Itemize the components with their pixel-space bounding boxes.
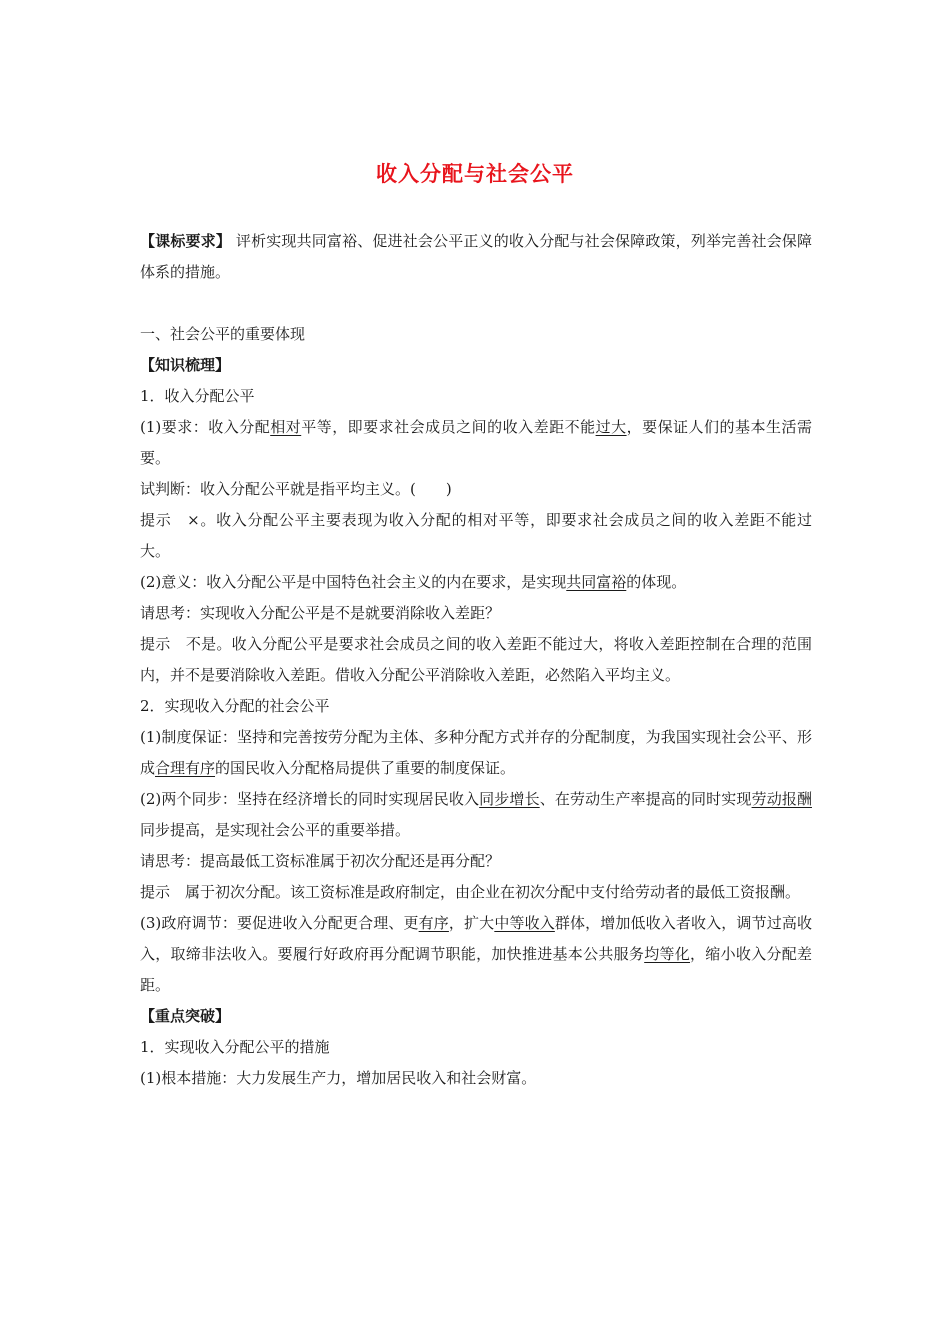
item-heading: 1．实现收入分配公平的措施: [140, 1038, 330, 1056]
paragraph: (2)两个同步：坚持在经济增长的同时实现居民收入同步增长、在劳动生产率提高的同时实现劳动报酬同步提高，是实现社会公平的重要举措。: [140, 790, 812, 839]
underlined-answer: 同步增长: [479, 790, 540, 808]
hint: 提示 属于初次分配。该工资标准是政府制定，由企业在初次分配中支付给劳动者的最低工资报酬。: [140, 883, 801, 901]
requirement-label: 【课标要求】: [140, 232, 231, 250]
requirement-text: 评析实现共同富裕、促进社会公平正义的收入分配与社会保障政策，列举完善社会保障体系的措施。: [140, 232, 812, 281]
paragraph: (1)根本措施：大力发展生产力，增加居民收入和社会财富。: [140, 1069, 537, 1087]
underlined-answer: 合理有序: [155, 759, 216, 777]
underlined-answer: 共同富裕: [566, 573, 627, 591]
key-points-header: 【重点突破】: [140, 1007, 231, 1025]
document-body: [140, 226, 812, 1094]
paragraph: (1)要求：收入分配相对平等，即要求社会成员之间的收入差距不能过大，要保证人们的基本生活需要。: [140, 418, 812, 467]
underlined-answer: 有序: [418, 914, 449, 932]
underlined-answer: 相对: [270, 418, 302, 436]
page-title: 收入分配与社会公平: [376, 162, 574, 186]
underlined-answer: 均等化: [644, 945, 691, 963]
think-question: 请思考：实现收入分配公平是不是就要消除收入差距？: [140, 604, 501, 622]
judge-question: 试判断：收入分配公平就是指平均主义。( ): [140, 480, 452, 498]
paragraph: (1)制度保证：坚持和完善按劳分配为主体、多种分配方式并存的分配制度，为我国实现社会公平、形成合理有序的国民收入分配格局提供了重要的制度保证。: [140, 728, 812, 777]
paragraph: (3)政府调节：要促进收入分配更合理、更有序，扩大中等收入群体，增加低收入者收入，调节过高收入，取缔非法收入。要履行好政府再分配调节职能，加快推进基本公共服务均等化，缩小收入分配差距。: [140, 914, 812, 994]
knowledge-header: 【知识梳理】: [140, 356, 231, 374]
item-heading: 2．实现收入分配的社会公平: [140, 697, 330, 715]
underlined-answer: 过大: [595, 418, 627, 436]
paragraph: (2)意义：收入分配公平是中国特色社会主义的内在要求，是实现共同富裕的体现。: [140, 573, 687, 591]
hint: 提示 ×。收入分配公平主要表现为收入分配的相对平等，即要求社会成员之间的收入差距不能过大。: [140, 511, 812, 560]
item-heading: 1．收入分配公平: [140, 387, 255, 405]
hint: 提示 不是。收入分配公平是要求社会成员之间的收入差距不能过大，将收入差距控制在合理的范围内，并不是要消除收入差距。借收入分配公平消除收入差距，必然陷入平均主义。: [140, 635, 812, 684]
curriculum-requirement: [140, 226, 812, 288]
think-question: 请思考：提高最低工资标准属于初次分配还是再分配？: [140, 852, 501, 870]
underlined-answer: 劳动报酬: [751, 790, 812, 808]
underlined-answer: 中等收入: [494, 914, 555, 932]
section-heading: 一、社会公平的重要体现: [140, 325, 306, 343]
